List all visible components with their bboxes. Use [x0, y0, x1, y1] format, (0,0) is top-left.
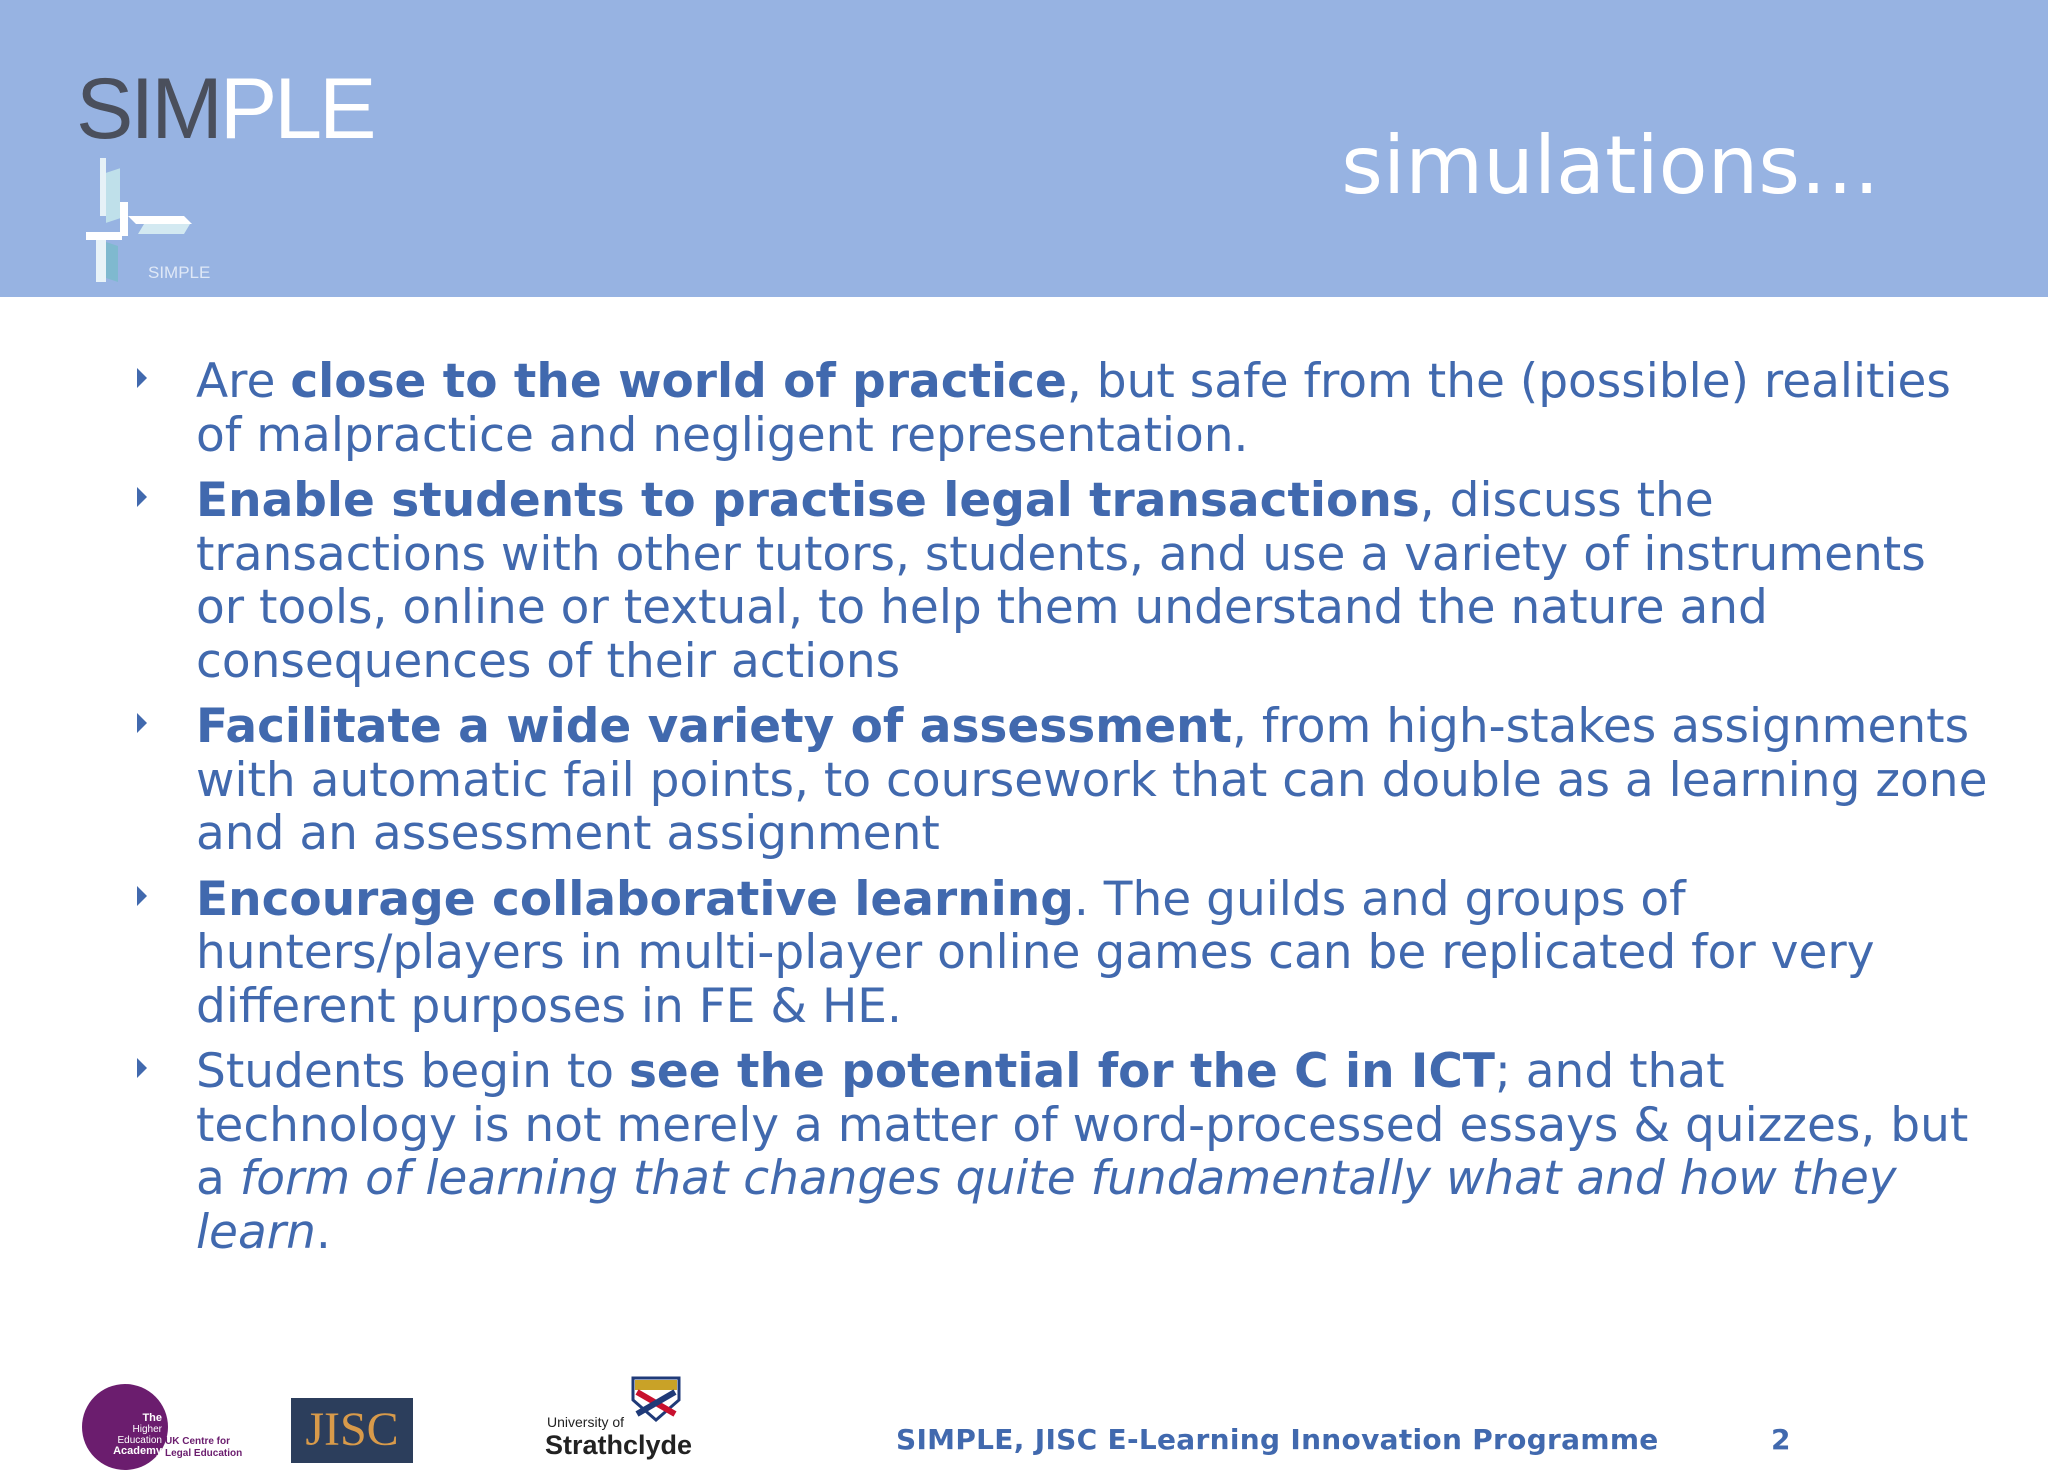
bullet-text-segment: Encourage collaborative learning: [196, 871, 1074, 927]
ukcle-line-2: Legal Education: [165, 1448, 243, 1459]
hea-logo-text: [96, 1413, 162, 1457]
ukcle-logo-text: [165, 1436, 242, 1460]
bullet-item: [128, 700, 1988, 861]
strathclyde-name: Strathclyde: [545, 1430, 693, 1460]
bullet-text-segment: , discuss the transactions with other tutors, students, and use a variety of instruments or tools, online or textual, to help them understand the nature and consequences of their actions: [196, 473, 1926, 689]
slide-header: [0, 0, 2048, 297]
hea-line-3: Education: [117, 1435, 162, 1446]
bullet-arrow-icon: [137, 886, 147, 906]
bullet-item: [128, 355, 1988, 462]
bullet-list: [128, 355, 1988, 1271]
bullet-arrow-icon: [137, 368, 147, 388]
bullet-text-segment: Students begin to: [196, 1044, 629, 1099]
bullet-item: [128, 873, 1988, 1034]
page-number: 2: [1771, 1423, 1791, 1456]
bullet-text-segment: close to the world of practice: [290, 354, 1067, 409]
logo-part-ple: PLE: [219, 61, 374, 157]
logo-small-caption: SIMPLE: [148, 263, 211, 282]
ukcle-line-1: UK Centre for: [165, 1436, 231, 1447]
bullet-text-segment: form of learning that changes quite fundamentally what and how they learn: [196, 1151, 1897, 1260]
bullet-text-segment: .: [315, 1204, 331, 1260]
bullet-text-segment: ; and that technology is not merely a matter of word-processed essays & quizzes, but a: [196, 1044, 1969, 1206]
footer-programme-text: SIMPLE, JISC E-Learning Innovation Programme: [896, 1423, 1659, 1456]
slide-title: simulations…: [1341, 119, 1880, 212]
bullet-text-segment: Are: [196, 354, 291, 409]
hea-line-2: Higher: [132, 1424, 162, 1435]
logo-part-sim: SIM: [76, 61, 220, 157]
bullet-text-segment: . The guilds and groups of hunters/players in multi-player online games can be replicated for very different purposes in FE & HE.: [196, 871, 1875, 1034]
bullet-text-segment: see the potential for the C in ICT: [628, 1044, 1495, 1099]
bullet-item: [128, 1045, 1988, 1259]
hea-line-1: The: [142, 1412, 162, 1424]
bullet-text-segment: Facilitate a wide variety of assessment: [196, 699, 1232, 754]
bullet-item: [128, 474, 1988, 688]
bullet-text-segment: Enable students to practise legal transactions: [196, 473, 1420, 528]
bullet-arrow-icon: [137, 1058, 147, 1078]
strathclyde-crest-icon: [629, 1374, 683, 1422]
bullet-arrow-icon: [137, 487, 147, 507]
bullet-text-segment: , but safe from the (possible) realities of malpractice and negligent representation.: [196, 354, 1951, 463]
strathclyde-small-text: University of: [547, 1414, 625, 1430]
bullet-arrow-icon: [137, 713, 147, 733]
bullet-text-segment: , from high-stakes assignments with automatic fail points, to coursework that can double as a learning zone and an assessment assignment: [196, 699, 1988, 861]
jisc-logo-text: JISC: [305, 1403, 399, 1456]
hea-line-4: Academy: [113, 1445, 162, 1457]
jisc-logo: [291, 1398, 413, 1463]
simple-logo-wordmark: [76, 61, 374, 157]
